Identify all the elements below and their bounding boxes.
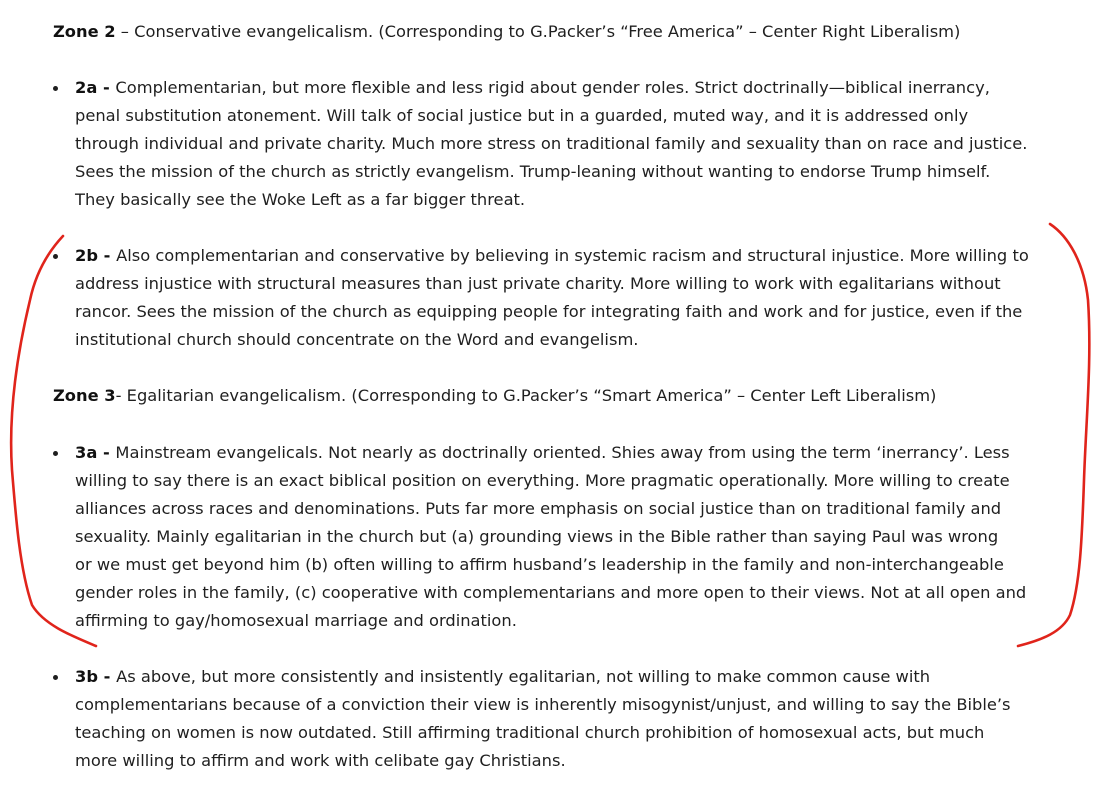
list-item-3b-line-4: more willing to affirm and work with celibate gay Christians.	[75, 751, 566, 770]
list-item-2b-label: 2b -	[75, 246, 117, 265]
list-item-2a-line-2: penal substitution atonement. Will talk of social justice but in a guarded, muted way, and it is addressed only	[75, 106, 969, 125]
list-item-3b-text-1: As above, but more consistently and insistently egalitarian, not willing to make common cause with	[116, 667, 931, 686]
bullet-icon	[53, 451, 58, 456]
list-item-2a-line-3: through individual and private charity. Much more stress on traditional family and sexuality than on race and justice.	[75, 134, 1028, 153]
list-item-2a-line-5: They basically see the Woke Left as a far bigger threat.	[75, 190, 526, 209]
list-item-3a-line-5: or we must get beyond him (b) often willing to affirm husband’s leadership in the family and non-interchangeable	[75, 555, 1004, 574]
list-item-3b-label: 3b -	[75, 667, 117, 686]
bullet-icon	[53, 675, 58, 680]
list-item-2a-label: 2a -	[75, 78, 116, 97]
list-item-3a-label: 3a -	[75, 443, 116, 462]
list-item-2b-body	[75, 242, 1085, 354]
list-item-2b-text-1: Also complementarian and conservative by believing in systemic racism and structural injustice. More willing to	[116, 246, 1029, 265]
list-item-3b-line-2: complementarians because of a conviction their view is inherently misogynist/unjust, and willing to say the Bible’s	[75, 695, 1011, 714]
list-item-3a-line-3: alliances across races and denominations. Puts far more emphasis on social justice than on traditional family and	[75, 499, 1002, 518]
list-item-3b-line-3: teaching on women is now outdated. Still affirming traditional church prohibition of homosexual acts, but much	[75, 723, 985, 742]
list-item-2a-text-1: Complementarian, but more flexible and less rigid about gender roles. Strict doctrinally—biblical inerrancy,	[115, 78, 990, 97]
list-item-2b-line-4: institutional church should concentrate on the Word and evangelism.	[75, 330, 639, 349]
list-item-3a-line-2: willing to say there is an exact biblical position on everything. More pragmatic operationally. More willing to create	[75, 471, 1010, 490]
zone-2-label: Zone 2	[53, 22, 116, 41]
list-item-3a-text-1: Mainstream evangelicals. Not nearly as doctrinally oriented. Shies away from using the term ‘inerrancy’. Less	[115, 443, 1010, 462]
list-item-3a-line-1	[75, 439, 1085, 467]
zone-3-description: - Egalitarian evangelicalism. (Corresponding to G.Packer’s “Smart America” – Center Left Liberalism)	[115, 386, 937, 405]
list-item-3a-line-6: gender roles in the family, (c) cooperative with complementarians and more open to their views. Not at all open and	[75, 583, 1027, 602]
zone-2-description: – Conservative evangelicalism. (Corresponding to G.Packer’s “Free America” – Center Right Liberalism)	[115, 22, 961, 41]
list-item-2a-line-1	[75, 74, 1085, 102]
list-item-3b-line-1	[75, 663, 1085, 691]
list-item-2b-line-3: rancor. Sees the mission of the church as equipping people for integrating faith and work and for justice, even if the	[75, 302, 1023, 321]
zone-2-heading	[53, 18, 1073, 46]
list-item-2b-line-1	[75, 242, 1085, 270]
bullet-icon	[53, 86, 58, 91]
list-item-3a-line-7: affirming to gay/homosexual marriage and ordination.	[75, 611, 517, 630]
bullet-icon	[53, 254, 58, 259]
zone-3-label: Zone 3	[53, 386, 116, 405]
list-item-3a-line-4: sexuality. Mainly egalitarian in the church but (a) grounding views in the Bible rather than saying Paul was wrong	[75, 527, 999, 546]
list-item-3b-body	[75, 663, 1085, 775]
list-item-2a-body	[75, 74, 1085, 214]
list-item-2a-line-4: Sees the mission of the church as strictly evangelism. Trump-leaning without wanting to endorse Trump himself.	[75, 162, 991, 181]
zone-3-heading	[53, 382, 1073, 410]
list-item-3a-body	[75, 439, 1085, 635]
list-item-2b-line-2: address injustice with structural measures than just private charity. More willing to work with egalitarians without	[75, 274, 1001, 293]
